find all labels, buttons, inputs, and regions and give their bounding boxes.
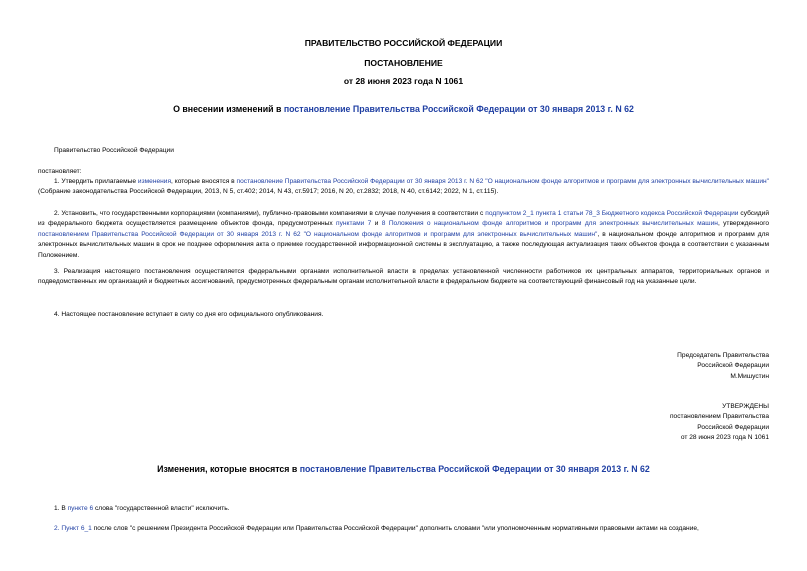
changes-title (0, 464, 807, 474)
approval-date: от 28 июня 2023 года N 1061 (680, 433, 769, 441)
signature-name: М.Мишустин (730, 372, 769, 380)
signature-title: Председатель Правительства (677, 352, 769, 359)
document-date: от 28 июня 2023 года N 1061 (343, 76, 464, 86)
change-item-1: 1. В пункте 6 слова "государственной власти" исключить. (54, 505, 230, 512)
signature-org: Российской Федерации (697, 362, 769, 370)
resolution-62-link-2[interactable]: постановлением Правительства Российской Федерации от 30 января 2013 г. N 62 "О национальном фонде алгоритмов и программ для электронных вычислительных машин" (38, 230, 598, 238)
government-heading: ПРАВИТЕЛЬСТВО РОССИЙСКОЙ ФЕДЕРАЦИИ (304, 38, 503, 48)
document-type: ПОСТАНОВЛЕНИЕ (364, 58, 443, 68)
item-7-link[interactable]: пунктами 7 (336, 220, 372, 228)
item-6-1-link[interactable]: 2. Пункт 6_1 (54, 525, 92, 532)
document-title (0, 104, 807, 114)
document-title-prefix: О внесении изменений в (173, 104, 284, 114)
signature-block (677, 351, 769, 382)
paragraph-4: 4. Настоящее постановление вступает в силу со дня его официального опубликования. (54, 311, 324, 318)
paragraph-1: 1. Утвердить прилагаемые изменения, которые вносятся в постановление Правительства Российской Федерации от 30 января 2013 г. N 62 "О национальном фонде алгоритмов и программ для электронных вычислительных машин" (Собрание законодательства Российской Федерации, 2013, N 5, ст.402; 2014, N 43, ст.5917; 2016, N 20, ст.2832; 2018, N 40, ст.6142; 2022, N 1, ст.115). (38, 178, 769, 196)
title-link[interactable]: постановление Правительства Российской Федерации от 30 января 2013 г. N 62 (283, 104, 634, 114)
changes-title-prefix: Изменения, которые вносятся в (157, 464, 300, 474)
paragraph-3: 3. Реализация настоящего постановления осуществляется федеральными органами исполнительной власти в пределах установленной численности работников их центральных аппаратов, территориальных органов и подведомственных им организаций и бюджетных ассигнований, предусмотренных федеральным органам исполнительной власти в федеральном бюджете на соответствующий финансовый год на указанные цели. (38, 268, 769, 286)
paragraph-2: 2. Установить, что государственными корпорациями (компаниями), публично-правовыми компаниями в случае получения в соответствии с подпунктом 2_1 пункта 1 статьи 78_3 Бюджетного кодекса Российской Федерации субсидий из федерального бюджета осуществляется размещение объектов фонда, предусмотренных пунктами 7 и 8 Положения о национальном фонде алгоритмов и программ для электронных вычислительных машин, утвержденного постановлением Правительства Российской Федерации от 30 января 2013 г. N 62 "О национальном фонде алгоритмов и программ для электронных вычислительных машин", в национальном фонде алгоритмов и программ для электронных вычислительных машин в срок не позднее оформления акта о приемке государственной информационной системы в эксплуатацию, а также последующая актуализация таких объектов фонда в соответствии с указанным Положением. (38, 210, 770, 259)
issuer-text: Правительство Российской Федерации (54, 147, 174, 154)
approval-heading: УТВЕРЖДЕНЫ (722, 403, 769, 410)
approval-line-2: постановлением Правительства (669, 413, 769, 421)
changes-title-link[interactable]: постановление Правительства Российской Федерации от 30 января 2013 г. N 62 (299, 464, 650, 474)
changes-link[interactable]: изменения (137, 178, 172, 185)
resolution-62-link[interactable]: постановление Правительства Российской Федерации от 30 января 2013 г. N 62 "О национальном фонде алгоритмов и программ для электронных вычислительных машин" (236, 178, 769, 185)
regulation-link[interactable]: 8 Положения о национальном фонде алгоритмов и программ для электронных вычислительных машин (381, 220, 718, 228)
decides-text: постановляет: (38, 168, 82, 175)
budget-code-link[interactable]: подпунктом 2_1 пункта 1 статьи 78_3 Бюджетного кодекса Российской Федерации (485, 210, 739, 217)
approval-line-3: Российской Федерации (697, 423, 769, 431)
approval-block (670, 402, 769, 443)
item-6-link[interactable]: пункте 6 (67, 505, 94, 512)
change-item-2: 2. Пункт 6_1 после слов "с решением Президента Российской Федерации или Правительства Российской Федерации" дополнить словами "или уполномоченным нормативными правовыми актами на создание, (54, 525, 699, 532)
